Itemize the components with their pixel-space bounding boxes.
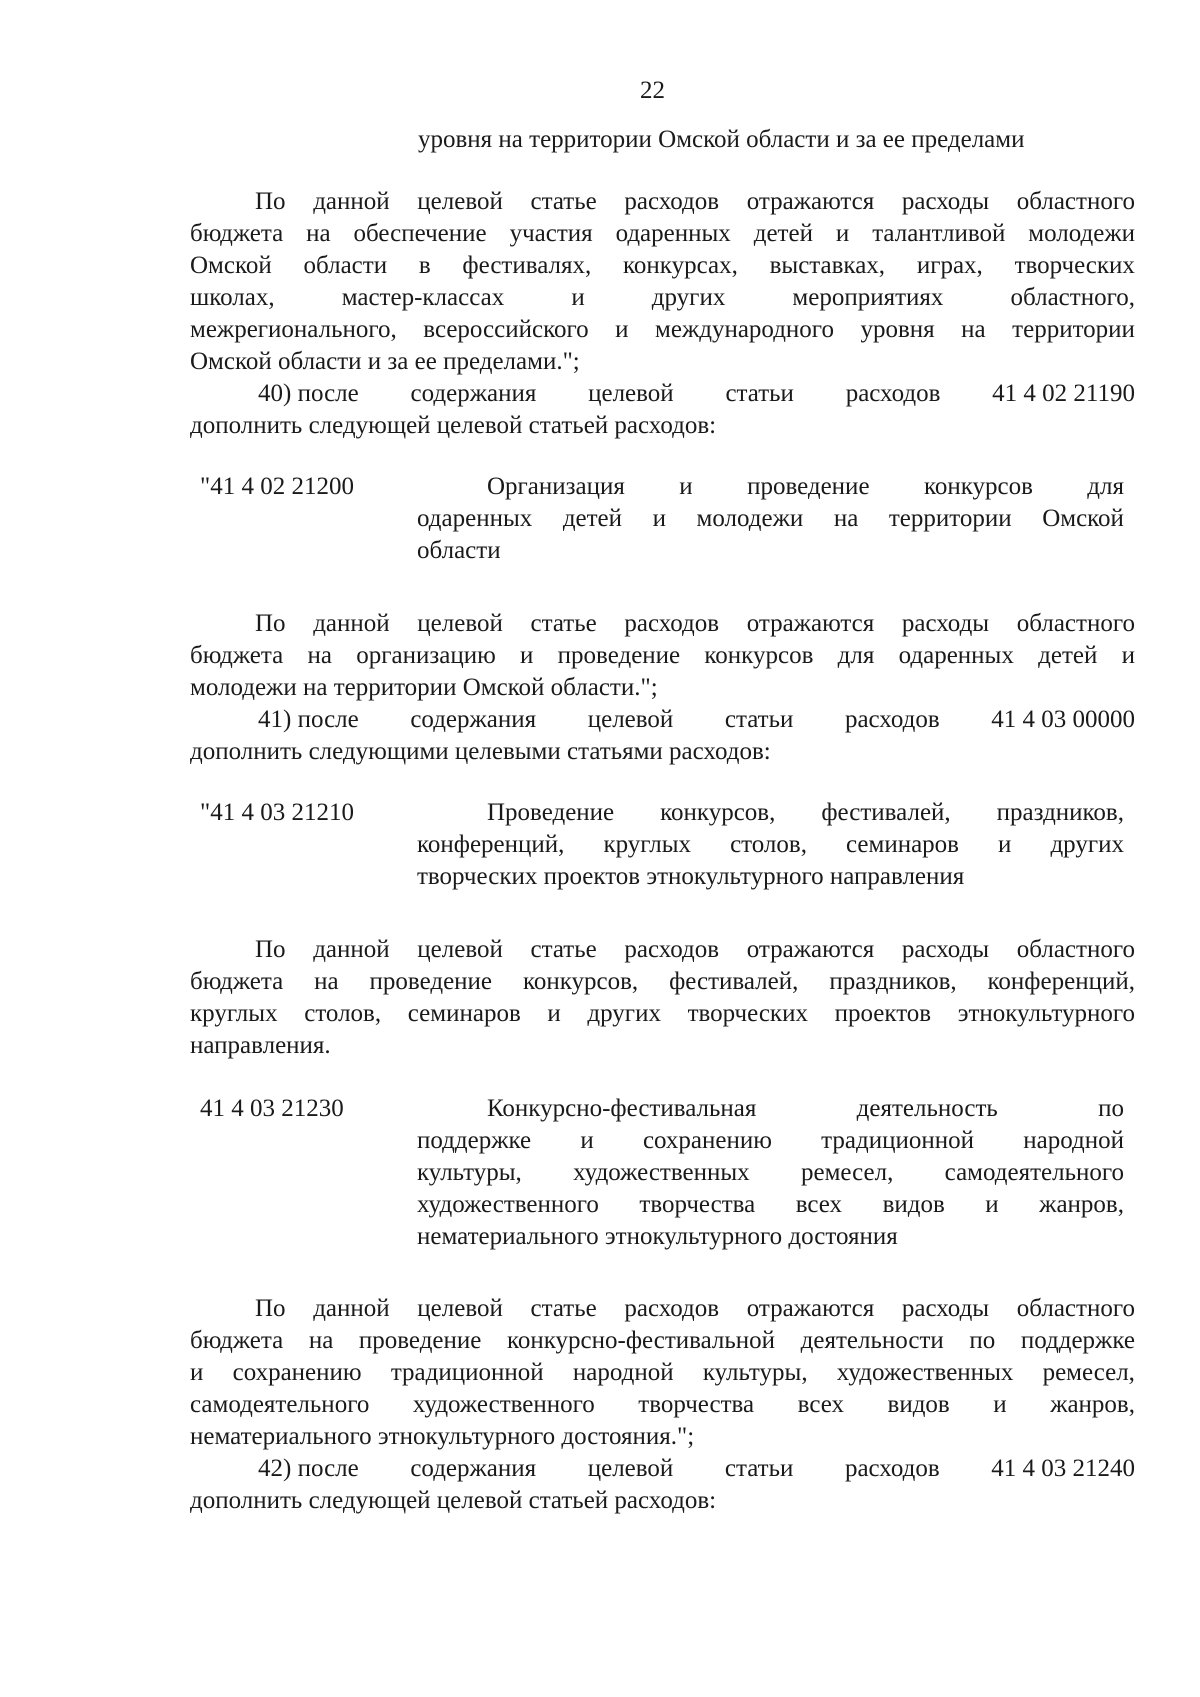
word: Конкурсно-фестивальная — [487, 1095, 757, 1122]
word: статьи — [724, 1455, 794, 1482]
word: на — [307, 642, 332, 669]
word: народной — [572, 1359, 674, 1386]
word: статье — [530, 188, 597, 215]
word: ремесел, — [800, 1159, 894, 1186]
word: Омской — [1042, 505, 1124, 532]
word: художественного — [412, 1391, 595, 1418]
word: По — [255, 610, 286, 637]
amendment-item-41-continuation: дополнить следующими целевыми статьями расходов: — [190, 738, 771, 765]
word: фестивалях, — [462, 252, 592, 279]
word: конкурсно-фестивальной — [506, 1327, 776, 1354]
word: и — [998, 831, 1012, 858]
word: данной — [313, 188, 390, 215]
paragraph-line — [255, 1293, 1135, 1324]
word: круглых — [190, 1000, 278, 1027]
target-item-title-line — [417, 1125, 1124, 1156]
paragraph-line: направления. — [190, 1032, 331, 1059]
word: содержания — [410, 706, 537, 733]
target-item-title-line — [417, 829, 1124, 860]
word: творческих — [687, 1000, 808, 1027]
word: бюджета — [190, 1327, 284, 1354]
paragraph-line: Омской области и за ее пределами."; — [190, 348, 580, 375]
word: конкурсов — [704, 642, 814, 669]
word: расходов — [845, 380, 941, 407]
word: семинаров — [846, 831, 959, 858]
word: межрегионального, — [190, 316, 397, 343]
word: фестивалей, — [821, 799, 951, 826]
word: конференций, — [987, 968, 1135, 995]
paragraph-line — [190, 250, 1135, 281]
word: расходы — [901, 610, 990, 637]
word: территории — [888, 505, 1012, 532]
word: отражаются — [746, 936, 875, 963]
word: По — [255, 1295, 286, 1322]
word: статье — [530, 610, 597, 637]
word: на — [308, 1327, 334, 1354]
word: других — [1050, 831, 1124, 858]
word: целевой — [417, 610, 503, 637]
word: других — [587, 1000, 661, 1027]
word: сохранению — [232, 1359, 362, 1386]
word: и — [571, 284, 585, 311]
word: и — [985, 1191, 999, 1218]
word: проведение — [358, 1327, 482, 1354]
word: Омской — [190, 252, 272, 279]
word: творческих — [1014, 252, 1135, 279]
word: семинаров — [407, 1000, 521, 1027]
word: круглых — [603, 831, 692, 858]
word: конкурсов — [923, 473, 1033, 500]
word: детей — [753, 220, 813, 247]
amendment-item-41 — [258, 704, 1135, 735]
word: областного — [1016, 936, 1135, 963]
word: художественных — [573, 1159, 750, 1186]
word: областного — [1016, 610, 1135, 637]
target-item-title-line — [487, 471, 1124, 502]
word: целевой — [417, 1295, 503, 1322]
word: 41 4 03 00000 — [991, 706, 1135, 733]
paragraph-line — [190, 218, 1135, 249]
word: этнокультурного — [957, 1000, 1135, 1027]
target-item-code: "41 4 03 21210 — [200, 799, 354, 826]
target-item-title-line — [417, 1189, 1124, 1220]
word: и — [520, 642, 534, 669]
word: одаренных — [898, 642, 1014, 669]
word: целевой — [587, 706, 674, 733]
target-item-title-line — [487, 797, 1124, 828]
paragraph-line — [255, 934, 1135, 965]
word: отражаются — [746, 1295, 875, 1322]
word: мероприятиях — [792, 284, 944, 311]
word: и — [615, 316, 629, 343]
word: уровня — [860, 316, 935, 343]
word: бюджета — [190, 968, 284, 995]
word: деятельность — [856, 1095, 998, 1122]
word: По — [255, 936, 286, 963]
paragraph-line — [255, 186, 1135, 217]
word: столов, — [730, 831, 807, 858]
word: народной — [1023, 1127, 1124, 1154]
word: и — [679, 473, 693, 500]
target-item-title-line — [417, 503, 1124, 534]
word: расходы — [901, 188, 990, 215]
word: всех — [797, 1391, 844, 1418]
word: областного — [1016, 1295, 1135, 1322]
word: обеспечение — [353, 220, 487, 247]
word: статьи — [725, 380, 794, 407]
amendment-item-42-continuation: дополнить следующей целевой статьей расходов: — [190, 1487, 717, 1514]
word: расходов — [624, 936, 720, 963]
word: на — [833, 505, 859, 532]
word: видов — [882, 1191, 945, 1218]
word: международного — [655, 316, 834, 343]
word: целевой — [417, 188, 503, 215]
heading-tail: уровня на территории Омской области и за ее пределами — [418, 126, 1025, 153]
paragraph-line: нематериального этнокультурного достояния."; — [190, 1423, 695, 1450]
word: статье — [530, 936, 597, 963]
word: творчества — [638, 1391, 755, 1418]
word: всероссийского — [423, 316, 589, 343]
target-item-title-line: нематериального этнокультурного достояния — [417, 1223, 898, 1250]
word: традиционной — [390, 1359, 544, 1386]
word: проектов — [834, 1000, 932, 1027]
word: организацию — [356, 642, 496, 669]
paragraph-line — [190, 1389, 1135, 1420]
word: художественных — [836, 1359, 1014, 1386]
word: на — [306, 220, 331, 247]
paragraph-line — [190, 1357, 1135, 1388]
word: играх, — [916, 252, 983, 279]
word: областного — [1016, 188, 1135, 215]
word: по — [969, 1327, 996, 1354]
word: конференций, — [417, 831, 565, 858]
word: на — [961, 316, 986, 343]
word: содержания — [410, 1455, 537, 1482]
word: для — [837, 642, 875, 669]
paragraph-line — [190, 314, 1135, 345]
word: и — [547, 1000, 561, 1027]
word: для — [1087, 473, 1124, 500]
word: культуры, — [702, 1359, 808, 1386]
word: конкурсов, — [660, 799, 776, 826]
page-number: 22 — [640, 77, 665, 104]
word: целевой — [417, 936, 503, 963]
word: традиционной — [821, 1127, 974, 1154]
word: расходов — [624, 188, 720, 215]
paragraph-line — [190, 1325, 1135, 1356]
word: одаренных — [417, 505, 533, 532]
word: талантливой — [872, 220, 1006, 247]
word: целевой — [588, 380, 674, 407]
word: самодеятельного — [190, 1391, 370, 1418]
word: и — [993, 1391, 1007, 1418]
word: детей — [562, 505, 623, 532]
word: проведение — [557, 642, 681, 669]
target-item-title-line: творческих проектов этнокультурного направления — [417, 863, 965, 890]
word: поддержке — [1020, 1327, 1135, 1354]
word: праздников, — [996, 799, 1124, 826]
word: конкурсах, — [623, 252, 738, 279]
amendment-item-40-continuation: дополнить следующей целевой статьей расходов: — [190, 412, 717, 439]
amendment-item-40 — [258, 378, 1135, 409]
target-item-title-line — [417, 1157, 1124, 1188]
word: других — [651, 284, 726, 311]
word: школах, — [190, 284, 275, 311]
word: конкурсов, — [522, 968, 639, 995]
word: самодеятельного — [944, 1159, 1124, 1186]
word: 42) после — [258, 1455, 359, 1482]
word: статье — [530, 1295, 597, 1322]
target-item-title-line — [487, 1093, 1124, 1124]
word: по — [1098, 1095, 1124, 1122]
word: участия — [509, 220, 593, 247]
target-item-code: 41 4 03 21230 — [200, 1095, 344, 1122]
word: и — [1121, 642, 1135, 669]
word: отражаются — [746, 610, 875, 637]
word: и — [652, 505, 666, 532]
word: расходов — [844, 1455, 940, 1482]
word: и — [190, 1359, 204, 1386]
word: жанров, — [1050, 1391, 1135, 1418]
word: творчества — [639, 1191, 756, 1218]
paragraph-line — [190, 282, 1135, 313]
word: и — [835, 220, 850, 247]
word: данной — [313, 610, 390, 637]
word: бюджета — [190, 220, 284, 247]
paragraph-line: молодежи на территории Омской области."; — [190, 674, 658, 701]
word: статьи — [724, 706, 794, 733]
word: целевой — [587, 1455, 674, 1482]
word: фестивалей, — [669, 968, 799, 995]
word: 41 4 03 21240 — [991, 1455, 1135, 1482]
word: По — [255, 188, 286, 215]
word: отражаются — [746, 188, 875, 215]
word: культуры, — [417, 1159, 522, 1186]
word: одаренных — [615, 220, 731, 247]
word: расходы — [901, 1295, 990, 1322]
word: художественного — [417, 1191, 599, 1218]
word: в — [418, 252, 431, 279]
word: проведение — [369, 968, 493, 995]
word: Проведение — [487, 799, 615, 826]
paragraph-line — [255, 608, 1135, 639]
paragraph-line — [190, 640, 1135, 671]
word: расходов — [624, 1295, 720, 1322]
word: деятельности — [800, 1327, 944, 1354]
word: жанров, — [1039, 1191, 1124, 1218]
word: детей — [1038, 642, 1098, 669]
word: 40) после — [258, 380, 359, 407]
word: выставках, — [769, 252, 886, 279]
word: данной — [313, 936, 390, 963]
target-item-title-line: области — [417, 537, 501, 564]
word: проведение — [747, 473, 870, 500]
word: областного, — [1010, 284, 1135, 311]
word: столов, — [304, 1000, 382, 1027]
paragraph-line — [190, 966, 1135, 997]
word: ремесел, — [1042, 1359, 1135, 1386]
word: молодежи — [1028, 220, 1135, 247]
word: расходов — [844, 706, 940, 733]
word: расходы — [901, 936, 990, 963]
word: всех — [795, 1191, 843, 1218]
paragraph-line — [190, 998, 1135, 1029]
word: видов — [887, 1391, 950, 1418]
word: 41) после — [258, 706, 359, 733]
word: и — [580, 1127, 594, 1154]
word: поддержке — [417, 1127, 532, 1154]
word: Организация — [487, 473, 625, 500]
word: молодежи — [696, 505, 804, 532]
word: данной — [313, 1295, 390, 1322]
word: 41 4 02 21190 — [992, 380, 1135, 407]
word: содержания — [410, 380, 537, 407]
word: бюджета — [190, 642, 284, 669]
word: области — [303, 252, 388, 279]
word: территории — [1012, 316, 1135, 343]
word: расходов — [624, 610, 720, 637]
amendment-item-42 — [258, 1453, 1135, 1484]
word: мастер-классах — [341, 284, 505, 311]
target-item-code: "41 4 02 21200 — [200, 473, 354, 500]
word: праздников, — [829, 968, 957, 995]
word: на — [314, 968, 339, 995]
word: сохранению — [642, 1127, 772, 1154]
